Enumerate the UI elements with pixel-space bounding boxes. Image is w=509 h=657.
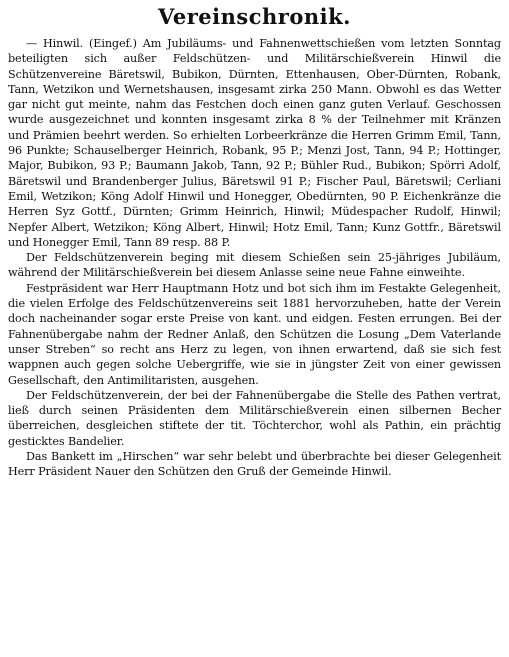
paragraph-banquet: Das Bankett im „Hirschen“ war sehr belebt und überbrachte bei dieser Gelegenheit Herr Präsident Nauer den Schützen den Gruß der Gemeinde Hinwil. [8, 450, 501, 479]
page-title: Vereinschronik. [158, 4, 351, 29]
paragraph-flag-ceremony: Der Feldschützenverein, der bei der Fahnenübergabe die Stelle des Pathen vertrat, ließ durch seinen Präsidenten dem Militärschießverein einen silbernen Becher überreichen, desgleichen stiftete der tit. Töchterchor, wohl als Pathin, ein prächtig gesticktes Bandelier. [8, 388, 501, 448]
paragraph-report: — Hinwil. (Eingef.) Am Jubiläums- und Fahnenwettschießen vom letzten Sonntag beteiligten sich außer Feldschützen- und Militärschießverein Hinwil die Schützenvereine Bäretswil, Bubikon, Dürnten, Ettenhausen, Ober-Dürnten, Robank, Tann, Wetzikon und Wernetshausen, insgesamt zirka 250 Mann. Obwohl es das Wetter gar nicht gut meinte, nahm das Festchen doch einen ganz guten Verlauf. Geschossen wurde ausgezeichnet und konnten insgesamt zirka 8 % der Teilnehmer mit Kränzen und Prämien beehrt werden. So erhielten Lorbeerkränze die Herren Grimm Emil, Tann, 96 Punkte; Schauselberger Heinrich, Robank, 95 P.; Menzi Jost, Tann, 94 P.; Hottinger, Major, Bubikon, 93 P.; Baumann Jakob, Tann, 92 P.; Bühler Rud., Bubikon; Spörri Adolf, Bäretswil und Brandenberger Julius, Bäretswil 91 P.; Fischer Paul, Bäretswil; Cerliani Emil, Wetzikon; Köng Adolf Hinwil und Honegger, Obedürnten, 90 P. Eichenkränze die Herren Syz Gottf., Dürnten; Grimm Heinrich, Hinwil; Müdespacher Rudolf, Hinwil; Nepfer Albert, Wetzikon; Köng Albert, Hinwil; Hotz Emil, Tann; Kunz Gottfr., Bäretswil und Honegger Emil, Tann 89 resp. 88 P. [8, 37, 501, 249]
article-body [8, 36, 501, 480]
paragraph-festival-speech: Festpräsident war Herr Hauptmann Hotz und bot sich ihm im Festakte Gelegenheit, die vielen Erfolge des Feldschützenvereins seit 1881 hervorzuheben, hatte der Verein doch nacheinander sogar erste Preise von kant. und eidgen. Festen errungen. Bei der Fahnenübergabe nahm der Redner Anlaß, den Schützen die Losung „Dem Vaterlande unser Streben“ so recht ans Herz zu legen, von ihnen erwartend, daß sie sich fest wappnen auch gegen solche Uebergriffe, wie sie in jüngster Zeit von einer gewissen Gesellschaft, den Antimilitaristen, ausgehen. [8, 281, 501, 387]
paragraph-jubilee: Der Feldschützenverein beging mit diesem Schießen sein 25-jähriges Jubiläum, während der Militärschießverein bei diesem Anlasse seine neue Fahne einweihte. [8, 251, 501, 280]
